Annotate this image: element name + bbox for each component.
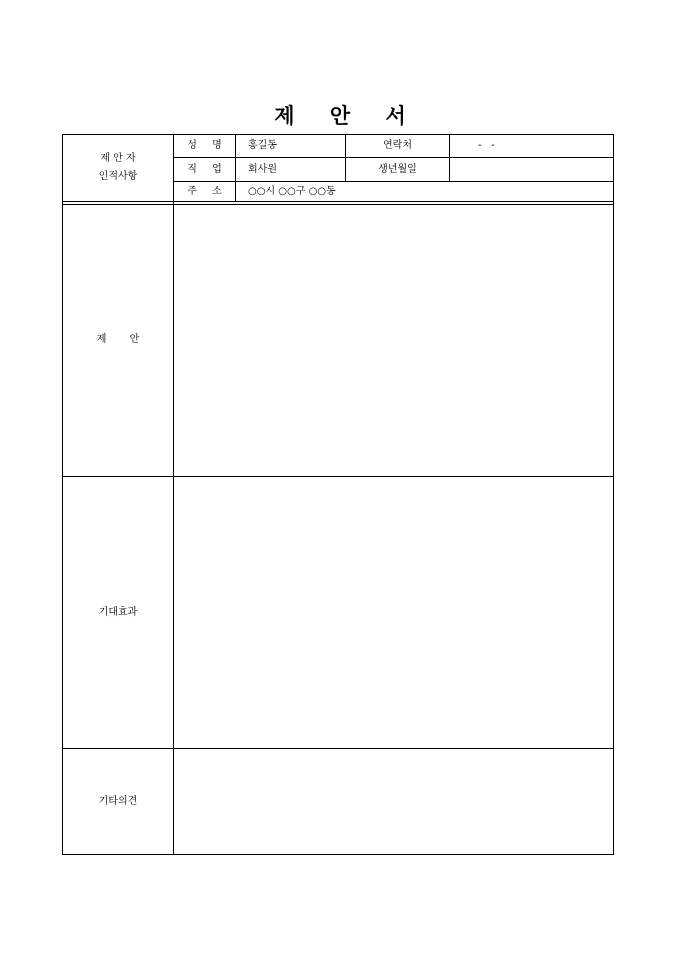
- name-label: 성 명: [187, 140, 228, 151]
- address-label: 주 소: [187, 185, 228, 197]
- birth-label: 생년월일: [378, 163, 417, 175]
- applicant-section-label: [63, 135, 173, 201]
- proposal-label: 제 안: [96, 334, 150, 345]
- address-field[interactable]: ○○시 ○○구 ○○동: [248, 185, 336, 197]
- proposal-content-area[interactable]: [174, 204, 613, 476]
- contact-field[interactable]: - -: [478, 140, 495, 151]
- applicant-label-line1: 제 안 자: [100, 153, 136, 164]
- job-label: 직 업: [187, 163, 228, 175]
- applicant-label-line2: 인적사항: [98, 171, 138, 182]
- document-title: 제 안 서: [274, 104, 420, 128]
- other-opinions-label: 기타의견: [98, 795, 138, 807]
- contact-label: 연락처: [383, 140, 412, 151]
- other-opinions-content-area[interactable]: [174, 749, 613, 854]
- expected-effect-content-area[interactable]: [174, 477, 613, 748]
- job-field[interactable]: 회사원: [248, 163, 277, 175]
- name-field[interactable]: 홍길동: [248, 140, 277, 151]
- birth-field[interactable]: [450, 158, 613, 181]
- expected-effect-label: 기대효과: [98, 606, 138, 618]
- proposal-form: [62, 134, 614, 855]
